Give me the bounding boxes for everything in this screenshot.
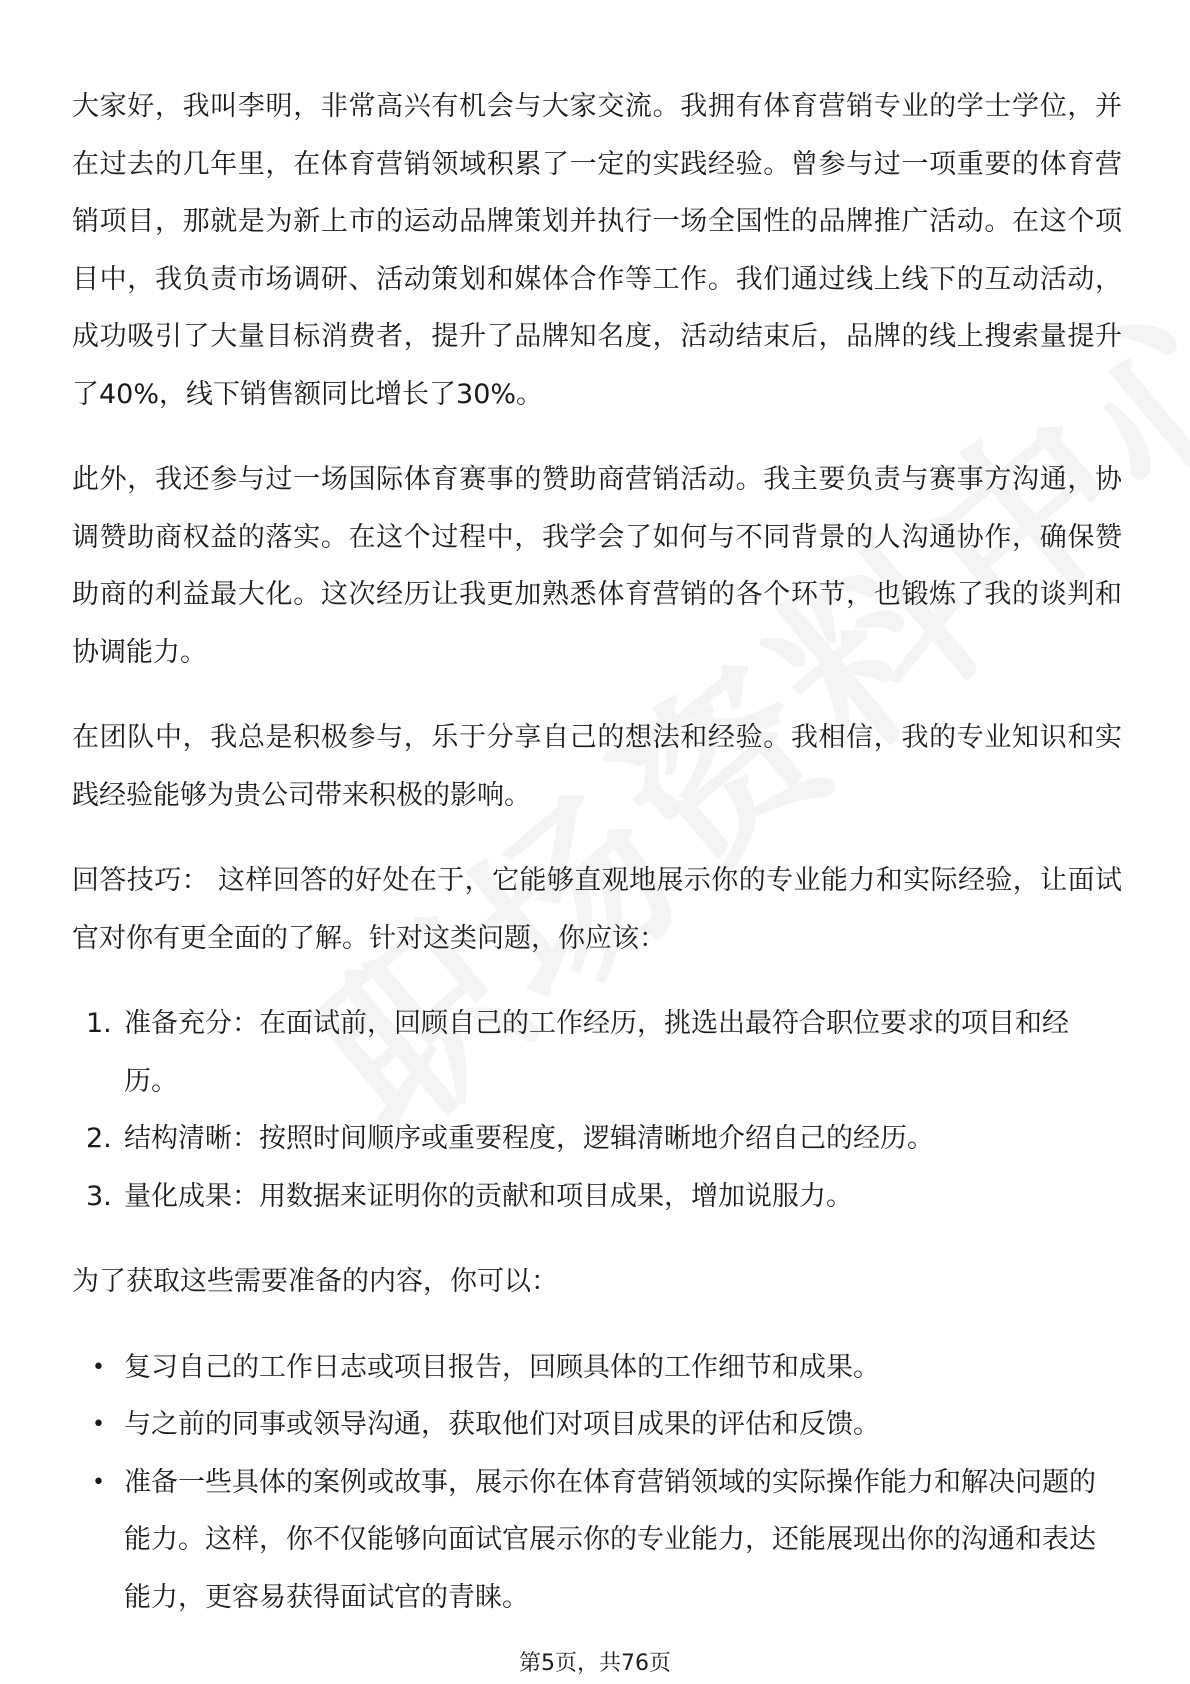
page-number: 第5页，共76页 <box>519 1651 671 1676</box>
list-item <box>72 1110 1122 1168</box>
list-item-text: 与之前的同事或领导沟通，获取他们对项目成果的评估和反馈。 <box>124 1409 880 1440</box>
bullet-list <box>72 1339 1122 1627</box>
paragraph-experience: 此外，我还参与过一场国际体育赛事的赞助商营销活动。我主要负责与赛事方沟通，协调赞助商权益的落实。在这个过程中，我学会了如何与不同背景的人沟通协作，确保赞助商的利益最大化。这次经历让我更加熟悉体育营销的各个环节，也锻炼了我的谈判和协调能力。 <box>72 464 1122 668</box>
list-item-text: 复习自己的工作日志或项目报告，回顾具体的工作细节和成果。 <box>124 1351 880 1383</box>
list-item-text: 结构清晰：按照时间顺序或重要程度，逻辑清晰地介绍自己的经历。 <box>124 1123 934 1154</box>
list-item <box>72 1396 1122 1454</box>
list-item-text: 准备一些具体的案例或故事，展示你在体育营销领域的实际操作能力和解决问题的能力。这样，你不仅能够向面试官展示你的专业能力，还能展现出你的沟通和表达能力，更容易获得面试官的青睐。 <box>124 1466 1096 1613</box>
list-item <box>72 995 1122 1110</box>
paragraph-prep-intro: 为了获取这些需要准备的内容，你可以： <box>72 1266 558 1297</box>
list-item-text: 准备充分：在面试前，回顾自己的工作经历，挑选出最符合职位要求的项目和经历。 <box>124 1008 1069 1097</box>
list-item <box>72 1339 1122 1397</box>
list-item-text: 量化成果：用数据来证明你的贡献和项目成果，增加说服力。 <box>124 1180 853 1212</box>
page-content <box>72 78 1122 1654</box>
bullet-icon: • <box>92 1354 105 1380</box>
list-number: 3. <box>86 1180 112 1212</box>
list-number: 2. <box>86 1123 112 1154</box>
bullet-icon: • <box>92 1469 105 1495</box>
list-item <box>72 1454 1122 1627</box>
bullet-icon: • <box>92 1412 105 1437</box>
paragraph-teamwork: 在团队中，我总是积极参与，乐于分享自己的想法和经验。我相信，我的专业知识和实践经验能够为贵公司带来积极的影响。 <box>72 722 1122 811</box>
list-item <box>72 1168 1122 1226</box>
paragraph-intro: 大家好，我叫李明，非常高兴有机会与大家交流。我拥有体育营销专业的学士学位，并在过去的几年里，在体育营销领域积累了一定的实践经验。曾参与过一项重要的体育营销项目，那就是为新上市的运动品牌策划并执行一场全国性的品牌推广活动。在这个项目中，我负责市场调研、活动策划和媒体合作等工作。我们通过线上线下的互动活动，成功吸引了大量目标消费者，提升了品牌知名度，活动结束后，品牌的线上搜索量提升了40%，线下销售额同比增长了30%。 <box>72 91 1122 410</box>
list-number: 1. <box>86 1008 112 1039</box>
numbered-list <box>72 995 1122 1225</box>
paragraph-tips: 回答技巧： 这样回答的好处在于，它能够直观地展示你的专业能力和实际经验，让面试官对你有更全面的了解。针对这类问题，你应该： <box>72 865 1122 954</box>
